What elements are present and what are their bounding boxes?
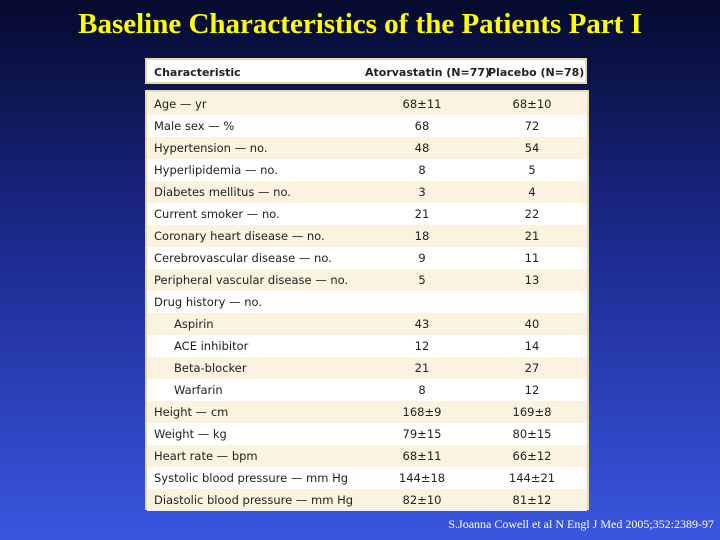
placebo-value: 66±12 <box>512 449 552 463</box>
atorvastatin-value: 79±15 <box>402 427 442 441</box>
header-placebo: Placebo (N=78) <box>488 66 585 79</box>
table-row <box>147 401 587 423</box>
row-label: Weight — kg <box>154 427 227 441</box>
atorvastatin-value: 48 <box>414 141 430 155</box>
row-label: Heart rate — bpm <box>154 449 258 463</box>
row-label: Beta-blocker <box>174 361 247 375</box>
header-atorvastatin: Atorvastatin (N=77) <box>365 66 491 79</box>
row-label: Hyperlipidemia — no. <box>154 163 278 177</box>
placebo-value: 40 <box>524 317 540 331</box>
atorvastatin-value: 43 <box>414 317 430 331</box>
atorvastatin-value: 8 <box>418 383 426 397</box>
placebo-value: 22 <box>524 207 540 221</box>
table-row <box>147 93 587 115</box>
table-row <box>147 159 587 181</box>
row-label: Warfarin <box>174 383 223 397</box>
row-label: Aspirin <box>174 317 214 331</box>
placebo-value: 169±8 <box>512 405 552 419</box>
atorvastatin-value: 68±11 <box>402 449 442 463</box>
slide-title: Baseline Characteristics of the Patients Part I <box>78 8 642 40</box>
row-label: Age — yr <box>154 97 207 111</box>
table-row <box>147 445 587 467</box>
atorvastatin-value: 18 <box>414 229 430 243</box>
atorvastatin-value: 8 <box>418 163 426 177</box>
table-row <box>147 423 587 445</box>
header-characteristic: Characteristic <box>154 66 241 79</box>
placebo-value: 68±10 <box>512 97 552 111</box>
atorvastatin-value: 144±18 <box>398 471 446 485</box>
row-label: Height — cm <box>154 405 229 419</box>
table-row <box>147 291 587 313</box>
placebo-value: 27 <box>524 361 540 375</box>
row-label: Peripheral vascular disease — no. <box>154 273 349 287</box>
row-label: Systolic blood pressure — mm Hg <box>154 471 349 485</box>
table-row <box>147 181 587 203</box>
atorvastatin-value: 168±9 <box>402 405 442 419</box>
atorvastatin-value: 5 <box>418 273 426 287</box>
atorvastatin-value: 9 <box>418 251 426 265</box>
table-row <box>147 203 587 225</box>
row-label: ACE inhibitor <box>174 339 249 353</box>
table-header <box>145 58 587 84</box>
table-row <box>147 247 587 269</box>
table-row <box>147 467 587 489</box>
atorvastatin-value: 12 <box>414 339 430 353</box>
row-label: Coronary heart disease — no. <box>154 229 325 243</box>
row-label: Male sex — % <box>154 119 235 133</box>
table-row <box>147 489 587 511</box>
row-label: Cerebrovascular disease — no. <box>154 251 332 265</box>
table-row <box>147 225 587 247</box>
row-label: Hypertension — no. <box>154 141 268 155</box>
placebo-value: 81±12 <box>512 493 552 507</box>
row-label: Diastolic blood pressure — mm Hg <box>154 493 354 507</box>
table-row <box>147 335 587 357</box>
placebo-value: 5 <box>528 163 536 177</box>
placebo-value: 21 <box>524 229 540 243</box>
atorvastatin-value: 3 <box>418 185 426 199</box>
placebo-value: 12 <box>524 383 540 397</box>
atorvastatin-value: 82±10 <box>402 493 442 507</box>
placebo-value: 11 <box>524 251 540 265</box>
table-row <box>147 379 587 401</box>
table-row <box>147 313 587 335</box>
placebo-value: 72 <box>524 119 540 133</box>
table-row <box>147 115 587 137</box>
atorvastatin-value: 21 <box>414 361 430 375</box>
row-label: Drug history — no. <box>154 295 262 309</box>
atorvastatin-value: 68±11 <box>402 97 442 111</box>
row-label: Current smoker — no. <box>154 207 280 221</box>
placebo-value: 80±15 <box>512 427 552 441</box>
placebo-value: 4 <box>528 185 536 199</box>
citation: S.Joanna Cowell et al N Engl J Med 2005;352:2389-97 <box>448 517 714 531</box>
table-row <box>147 269 587 291</box>
table-row <box>147 137 587 159</box>
placebo-value: 13 <box>524 273 540 287</box>
table-body <box>145 90 589 510</box>
placebo-value: 144±21 <box>508 471 556 485</box>
table-row <box>147 357 587 379</box>
atorvastatin-value: 68 <box>414 119 430 133</box>
row-label: Diabetes mellitus — no. <box>154 185 291 199</box>
placebo-value: 54 <box>524 141 540 155</box>
atorvastatin-value: 21 <box>414 207 430 221</box>
placebo-value: 14 <box>524 339 540 353</box>
